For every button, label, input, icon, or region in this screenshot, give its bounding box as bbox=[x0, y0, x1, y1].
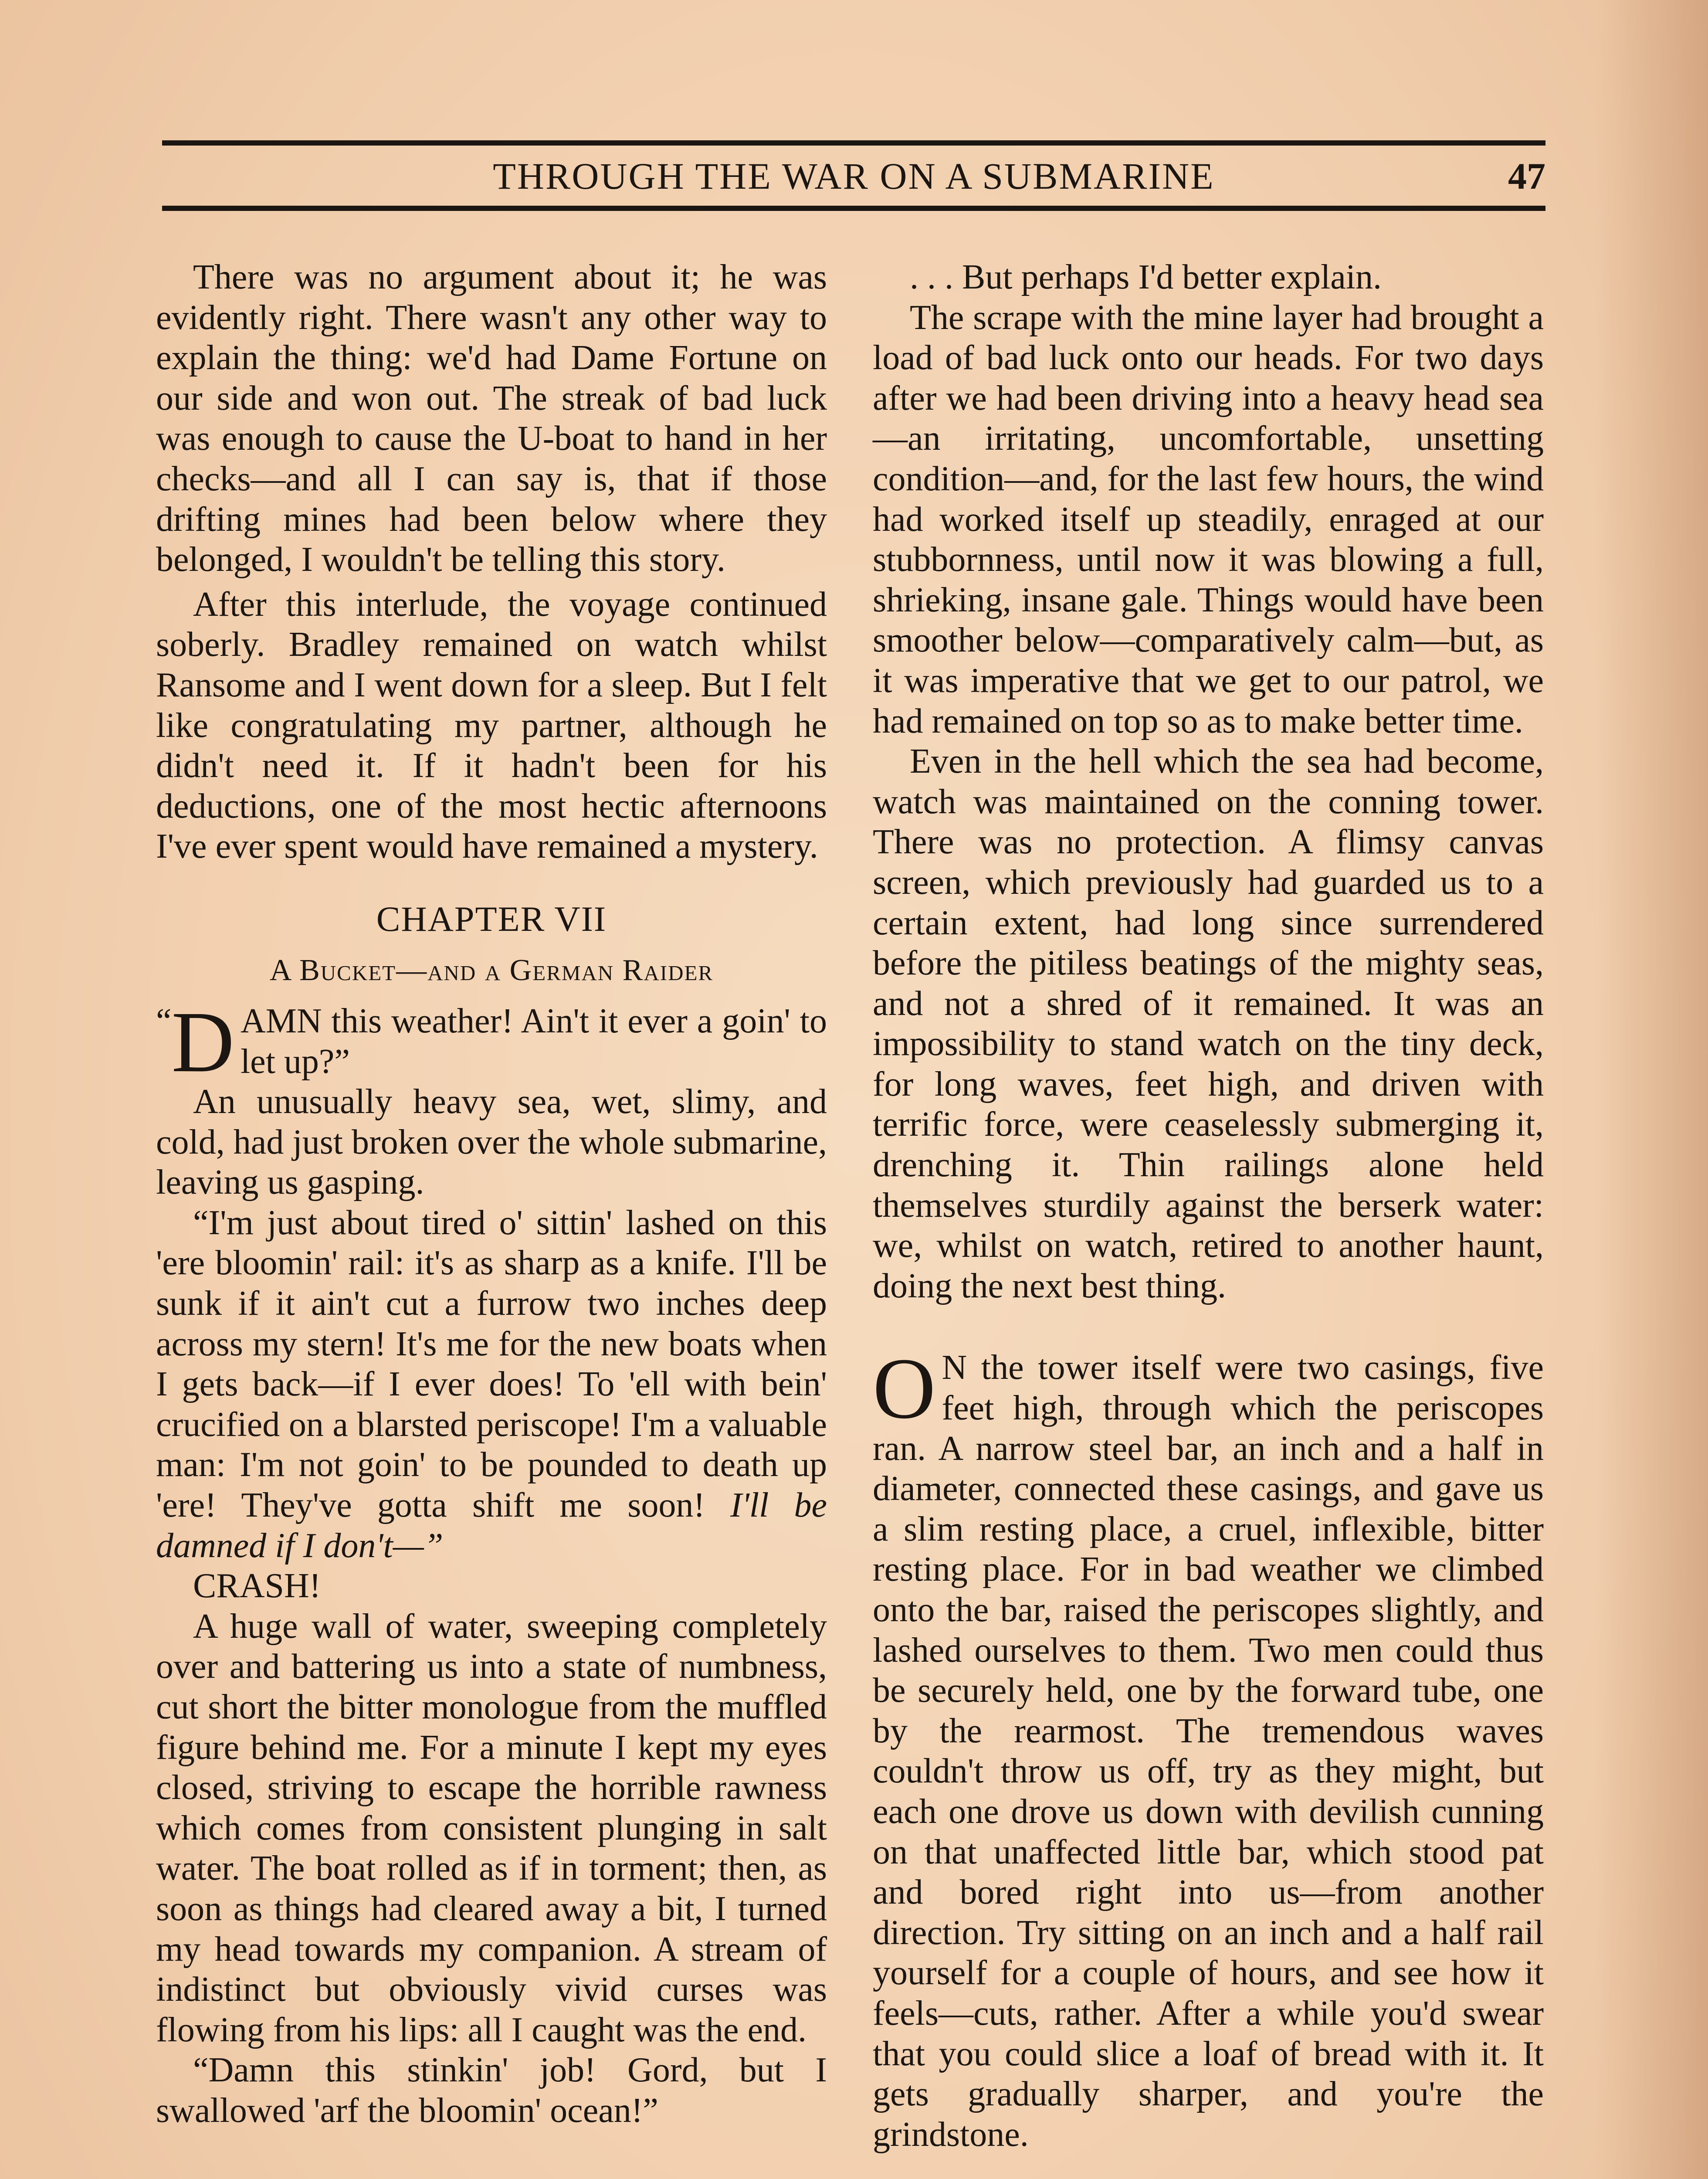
left-column bbox=[156, 257, 827, 2131]
running-head bbox=[162, 150, 1545, 202]
paragraph: The scrape with the mine layer had brought a load of bad luck onto our heads. For two days after we had been driving into a heavy head sea—an irritating, uncomfortable, unsetting condition—and, for the last few hours, the wind had worked itself up steadily, enraged at our stubbornness, until now it was blowing a full, shrieking, insane gale. Things would have been smoother below—comparatively calm—but, as it was imperative that we get to our patrol, we had remained on top so as to make better time. bbox=[873, 298, 1544, 740]
paragraph: After this interlude, the voyage continued soberly. Bradley remained on watch whilst Ransome and I went down for a sleep. But I felt like congratulating my partner, although he didn't need it. If it hadn't been for his deductions, one of the most hectic afternoons I've ever spent would have remained a mystery. bbox=[156, 585, 827, 866]
page-number: 47 bbox=[1508, 155, 1545, 197]
paragraph: A huge wall of water, sweeping completely over and battering us into a state of numbness, cut short the bitter monologue from the muffled figure behind me. For a minute I kept my eyes closed, striving to escape the horrible rawness which comes from consistent plunging in salt water. The boat rolled as if in torment; then, as soon as things had cleared away a bit, I turned my head towards my companion. A stream of indistinct but obviously vivid curses was flowing from his lips: all I caught was the end. bbox=[156, 1607, 827, 2049]
paragraph: “Damn this stinkin' job! Gord, but I swallowed 'arf the bloomin' ocean!” bbox=[156, 2051, 827, 2130]
dialogue-paragraph bbox=[156, 1203, 827, 1566]
opening-text: AMN this weather! Ain't it ever a goin' to let up?” bbox=[240, 1001, 827, 1081]
dialogue-text: “I'm just about tired o' sittin' lashed on this 'ere bloomin' rail: it's as sharp as a knife. I'll be sunk if it ain't cut a furrow two inches deep across my stern! It's me for the new boats when I gets back—if I ever does! To 'ell with bein' crucified on a blarsted periscope! I'm a valuable man: I'm not goin' to be pounded to death up 'ere! They've gotta shift me soon! bbox=[156, 1203, 827, 1525]
running-title: THROUGH THE WAR ON A SUBMARINE bbox=[493, 155, 1215, 197]
paragraph: There was no argument about it; he was evidently right. There wasn't any other way to explain the thing: we'd had Dame Fortune on our side and won out. The streak of bad luck was enough to cause the U-boat to hand in her checks—and all I can say is, that if those drifting mines had been below where they belonged, I wouldn't be telling this story. bbox=[156, 258, 827, 579]
chapter-heading: CHAPTER VII bbox=[376, 899, 607, 939]
paragraph: . . . But perhaps I'd better explain. bbox=[910, 258, 1382, 296]
page-edge-shading bbox=[1595, 0, 1708, 2179]
header-rule-bottom bbox=[162, 206, 1545, 211]
crash-line: CRASH! bbox=[193, 1567, 321, 1605]
chapter-opening-paragraph bbox=[156, 994, 827, 1090]
drop-cap: D bbox=[171, 994, 234, 1090]
paragraph: Even in the hell which the sea had become, watch was maintained on the conning tower. There was no protection. A flimsy canvas screen, which previously had guarded us to a certain extent, had long since surrendered before the pitiless beatings of the mighty seas, and not a shred of it remained. It was an impossibility to stand watch on the tiny deck, for long waves, feet high, and driven with terrific force, were ceaselessly submerging it, drenching it. Thin railings alone held themselves sturdily against the berserk water: we, whilst on watch, retired to another haunt, doing the next best thing. bbox=[873, 742, 1544, 1305]
opening-text: N the tower itself were two casings, five feet high, through which the periscopes ran. A narrow steel bar, an inch and a half in diameter, connected these casings, and gave us a slim resting place, a cruel, inflexible, bitter resting place. For in bad weather we climbed onto the bar, raised the periscopes slightly, and lashed ourselves to them. Two men could thus be securely held, one by the forward tube, one by the rearmost. The tremendous waves couldn't throw us off, try as they might, but each one drove us down with devilish cunning on that unaffected little bar, which stood pat and bored right into us—from another direction. Try sitting on an inch and a half rail yourself for a couple of hours, and see how it feels—cuts, rather. After a while you'd swear that you could slice a loaf of bread with it. It gets gradually sharper, and you're the grindstone. bbox=[873, 1348, 1544, 2154]
right-column bbox=[873, 257, 1544, 2155]
section-opening-paragraph bbox=[873, 1341, 1544, 2155]
chapter-subtitle: A Bucket—and a German Raider bbox=[269, 953, 714, 987]
drop-cap: O bbox=[873, 1341, 936, 1437]
opening-quote: “ bbox=[156, 1001, 172, 1040]
italic-phrase: I'll be damned if I don't—” bbox=[156, 1486, 827, 1565]
header-rule-top bbox=[162, 140, 1545, 146]
paragraph: An unusually heavy sea, wet, slimy, and cold, had just broken over the whole submarine, leaving us gasping. bbox=[156, 1083, 827, 1202]
